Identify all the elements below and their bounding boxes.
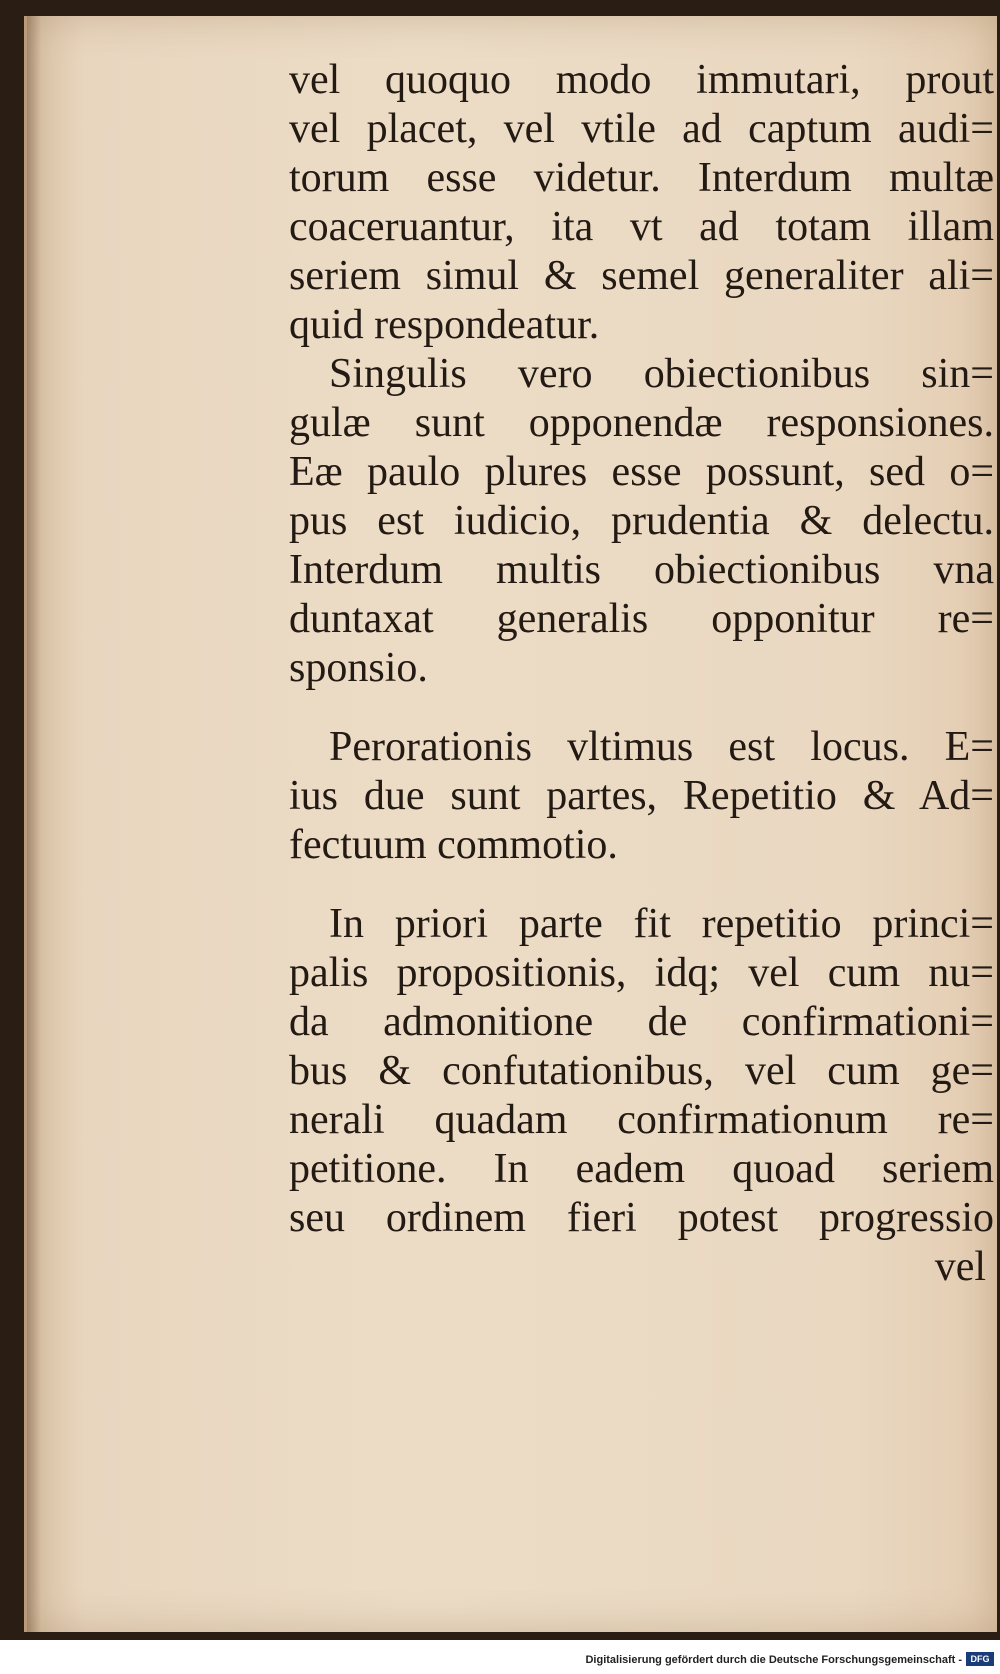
- text-line: ius due sunt partes, Repetitio & Ad=: [289, 773, 994, 819]
- paragraph: [289, 56, 994, 350]
- text-line: sponsio.: [289, 645, 428, 691]
- footer-credit: Digitalisierung gefördert durch die Deutsche Forschungsgemeinschaft -: [585, 1654, 962, 1666]
- text-line: coaceruantur, ita vt ad totam illam: [289, 204, 994, 250]
- text-line: palis propositionis, idq; vel cum nu=: [289, 950, 994, 996]
- page-text: [289, 56, 994, 1292]
- text-line: nerali quadam confirmationum re=: [289, 1097, 994, 1143]
- text-line: In priori parte fit repetitio princi=: [329, 901, 994, 947]
- dfg-logo: DFG: [966, 1652, 994, 1666]
- text-line: bus & confutationibus, vel cum ge=: [289, 1048, 994, 1094]
- text-line: duntaxat generalis opponitur re=: [289, 596, 994, 642]
- paragraph: [289, 723, 994, 870]
- text-line: torum esse videtur. Interdum multæ: [289, 155, 994, 201]
- text-line: pus est iudicio, prudentia & delectu.: [289, 498, 994, 544]
- text-line: gulæ sunt opponendæ responsiones.: [289, 400, 994, 446]
- text-line: petitione. In eadem quoad seriem: [289, 1146, 994, 1192]
- catchword: vel: [934, 1244, 986, 1290]
- paragraph: [289, 900, 994, 1243]
- text-line: Perorationis vltimus est locus. E=: [329, 724, 994, 770]
- text-line: Interdum multis obiectionibus vna: [289, 547, 994, 593]
- text-line: fectuum commotio.: [289, 822, 618, 868]
- text-line: Singulis vero obiectionibus sin=: [329, 351, 994, 397]
- text-line: da admonitione de confirmationi=: [289, 999, 994, 1045]
- text-line: seriem simul & semel generaliter ali=: [289, 253, 994, 299]
- text-line: vel quoquo modo immutari, prout: [289, 57, 994, 103]
- text-line: Eæ paulo plures esse possunt, sed o=: [289, 449, 994, 495]
- text-line: vel placet, vel vtile ad captum audi=: [289, 106, 994, 152]
- text-line: quid respondeatur.: [289, 302, 600, 348]
- book-page: [24, 16, 997, 1632]
- text-line: seu ordinem fieri potest progressio: [289, 1195, 994, 1241]
- paragraph: [289, 350, 994, 693]
